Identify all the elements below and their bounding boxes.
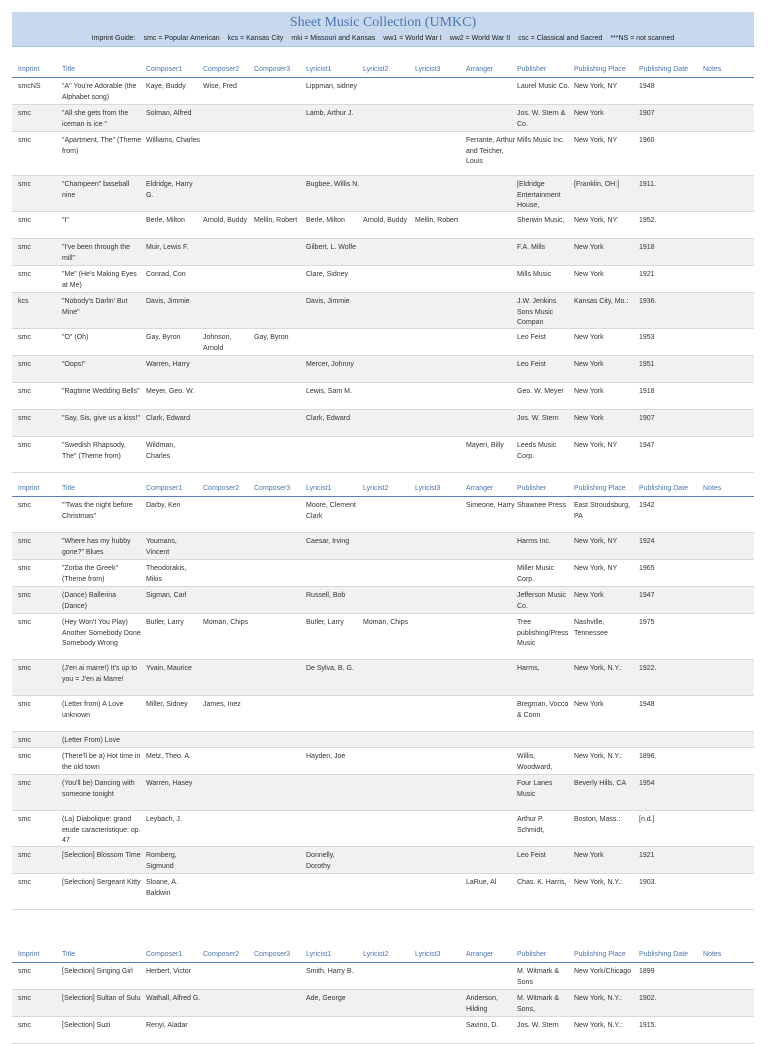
cell-publisher: Leo Feist xyxy=(517,361,546,368)
cell-publishing-place: New York, N.Y.: xyxy=(574,995,623,1002)
cell-imprint: smc xyxy=(18,737,31,744)
column-header-lyricist2: Lyricist2 xyxy=(363,485,389,492)
cell-publishing-date: 1907 xyxy=(639,110,655,117)
table-row xyxy=(12,874,754,910)
table-row xyxy=(12,383,754,410)
cell-publishing-place: Kansas City, Mo.: xyxy=(574,298,629,305)
catalog-section xyxy=(12,482,754,910)
cell-title: "Zorba the Greek" (Theme from) xyxy=(62,565,118,583)
cell-composer1: Herbert, Victor xyxy=(146,968,191,975)
cell-arranger: Savino, D. xyxy=(466,1022,499,1029)
table-row xyxy=(12,660,754,696)
cell-composer1: Conrad, Con xyxy=(146,271,186,278)
cell-imprint: smc xyxy=(18,388,31,395)
cell-composer1: Butler, Larry xyxy=(146,619,184,626)
cell-lyricist1: Clare, Sidney xyxy=(306,271,349,278)
cell-publishing-place: Boston, Mass.: xyxy=(574,816,621,823)
cell-title: [Selection] Sergeant Kitty xyxy=(62,879,141,886)
column-header-composer2: Composer2 xyxy=(203,951,240,958)
cell-imprint: smc xyxy=(18,244,31,251)
cell-title: (Hey Won't You Play) Another Somebody Done Somebody Wrong xyxy=(62,619,141,647)
cell-publishing-date: [n.d.] xyxy=(639,816,655,823)
cell-composer1: Davis, Jimmie xyxy=(146,298,190,305)
cell-publisher: Four Lanes Music xyxy=(517,780,553,798)
cell-lyricist2: Arnold, Buddy xyxy=(363,217,407,224)
table-row xyxy=(12,533,754,560)
cell-publishing-place: New York, NY xyxy=(574,538,618,545)
cell-publishing-place: East Stroudsburg, PA xyxy=(574,502,631,520)
cell-composer1: Gay, Byron xyxy=(146,334,181,341)
column-header-lyricist2: Lyricist2 xyxy=(363,66,389,73)
cell-publisher: Jos. W. Stern & Co. xyxy=(517,110,566,128)
column-header-arranger: Arranger xyxy=(466,66,494,73)
cell-imprint: smc xyxy=(18,217,31,224)
cell-imprint: smc xyxy=(18,181,31,188)
cell-lyricist1: Russell, Bob xyxy=(306,592,346,599)
cell-publisher: F.A. Mills xyxy=(517,244,545,251)
cell-title: [Selection] Blossom Time xyxy=(62,852,141,859)
cell-composer3: Gay, Byron xyxy=(254,334,289,341)
table-row xyxy=(12,587,754,614)
cell-publisher: Willis, Woodward, xyxy=(517,753,553,771)
cell-title: "O" (Oh) xyxy=(62,334,89,341)
cell-lyricist1: Lippman, sidney xyxy=(306,83,357,90)
cell-publishing-date: 1903. xyxy=(639,879,657,886)
cell-imprint: smc xyxy=(18,502,31,509)
cell-lyricist1: Ade, George xyxy=(306,995,346,1002)
cell-lyricist1: Berle, Milton xyxy=(306,217,345,224)
column-header-publishing-date: Publishing Date xyxy=(639,66,689,73)
cell-title: (La) Diabolique: grand etude caracteristique: op. 47 xyxy=(62,816,141,844)
cell-lyricist1: Moore, Clement Clark xyxy=(306,502,356,520)
cell-title: "I've been through the mill" xyxy=(62,244,131,262)
cell-publishing-place: New York xyxy=(574,361,604,368)
cell-publisher: Geo. W. Meyer xyxy=(517,388,564,395)
cell-composer1: Sloane, A. Baldwin xyxy=(146,879,178,897)
cell-publishing-date: 1918 xyxy=(639,388,655,395)
table-row xyxy=(12,847,754,874)
cell-imprint: smc xyxy=(18,271,31,278)
cell-publishing-place: New York xyxy=(574,334,604,341)
cell-publisher: Miller Music Corp. xyxy=(517,565,554,583)
guide-mki: mki = Missouri and Kansas xyxy=(291,35,376,42)
cell-publishing-date: 1936. xyxy=(639,298,657,305)
cell-composer1: Berle, Milton xyxy=(146,217,185,224)
column-header-publishing-place: Publishing Place xyxy=(574,485,626,492)
cell-composer1: Metz, Theo. A. xyxy=(146,753,192,760)
cell-publishing-place: New York, NY xyxy=(574,442,618,449)
cell-publishing-date: 1953 xyxy=(639,334,655,341)
guide-ns: ***NS = not scanned xyxy=(610,35,675,42)
cell-composer1: Meyer, Geo. W. xyxy=(146,388,195,395)
cell-lyricist1: Bugbee, Willis N. xyxy=(306,181,360,188)
cell-publisher: Jefferson Music Co. xyxy=(517,592,566,610)
cell-publishing-place: New York, NY xyxy=(574,83,618,90)
cell-composer2: Wise, Fred xyxy=(203,83,237,90)
cell-composer1: Sigman, Carl xyxy=(146,592,187,599)
column-header-title: Title xyxy=(62,66,75,73)
column-header-title: Title xyxy=(62,485,75,492)
cell-title: "A" You're Adorable (the Alphabet song) xyxy=(62,83,137,101)
column-header-notes: Notes xyxy=(703,951,722,958)
table-row xyxy=(12,732,754,748)
cell-composer2: Moman, Chips xyxy=(203,619,249,626)
table-row xyxy=(12,560,754,587)
column-header-lyricist1: Lyricist1 xyxy=(306,66,332,73)
column-header-row xyxy=(12,948,754,963)
cell-publishing-place: New York xyxy=(574,110,604,117)
cell-lyricist1: Smith, Harry B. xyxy=(306,968,354,975)
table-row xyxy=(12,410,754,437)
cell-publishing-date: 1948 xyxy=(639,83,655,90)
cell-lyricist1: Gilbert, L. Wolfe xyxy=(306,244,357,251)
cell-title: [Selection] Singing Girl xyxy=(62,968,133,975)
cell-publisher: Mills Music Inc. xyxy=(517,137,565,144)
cell-publishing-date: 1952. xyxy=(639,217,657,224)
column-header-composer3: Composer3 xyxy=(254,485,291,492)
cell-imprint: smc xyxy=(18,995,31,1002)
column-header-composer1: Composer1 xyxy=(146,951,183,958)
table-row xyxy=(12,293,754,329)
cell-publishing-date: 1921 xyxy=(639,271,655,278)
cell-title: "Swedish Rhapsody, The" (Theme from) xyxy=(62,442,126,460)
cell-publisher: Mills Music xyxy=(517,271,552,278)
cell-lyricist1: Davis, Jimmie xyxy=(306,298,350,305)
table-row xyxy=(12,78,754,105)
cell-publishing-date: 1921 xyxy=(639,852,655,859)
table-row xyxy=(12,105,754,132)
table-row xyxy=(12,356,754,383)
guide-smc: smc = Popular American xyxy=(143,35,220,42)
cell-publisher: Harms Inc. xyxy=(517,538,551,545)
column-header-publishing-date: Publishing Date xyxy=(639,485,689,492)
column-header-lyricist2: Lyricist2 xyxy=(363,951,389,958)
cell-publishing-place: Beverly Hills, CA xyxy=(574,780,627,787)
table-row xyxy=(12,329,754,356)
column-header-composer3: Composer3 xyxy=(254,951,291,958)
cell-publishing-date: 1899 xyxy=(639,968,655,975)
cell-publishing-date: 1922. xyxy=(639,665,657,672)
cell-lyricist1: Butler, Larry xyxy=(306,619,344,626)
cell-publishing-date: 1896. xyxy=(639,753,657,760)
cell-composer1: Williams, Charles xyxy=(146,137,201,144)
guide-ww1: ww1 = World War I xyxy=(383,35,442,42)
cell-publisher: Harms, xyxy=(517,665,540,672)
cell-composer1: Youmans, Vincent xyxy=(146,538,177,556)
cell-composer1: Wildman, Charles xyxy=(146,442,176,460)
cell-publishing-date: 1954 xyxy=(639,780,655,787)
cell-imprint: smc xyxy=(18,565,31,572)
guide-label: Imprint Guide: xyxy=(91,35,136,42)
column-header-publishing-place: Publishing Place xyxy=(574,66,626,73)
table-row xyxy=(12,614,754,660)
column-header-publisher: Publisher xyxy=(517,66,547,73)
cell-publishing-place: New York xyxy=(574,244,604,251)
column-header-lyricist3: Lyricist3 xyxy=(415,485,441,492)
cell-publishing-place: New York xyxy=(574,852,604,859)
cell-publishing-place: New York xyxy=(574,415,604,422)
cell-publishing-place: New York, NY xyxy=(574,137,618,144)
cell-publishing-date: 1948 xyxy=(639,701,655,708)
cell-imprint: smc xyxy=(18,619,31,626)
column-header-publishing-date: Publishing Date xyxy=(639,951,689,958)
cell-publishing-date: 1911. xyxy=(639,181,656,188)
cell-lyricist2: Moman, Chips xyxy=(363,619,409,626)
cell-composer1: Yvain, Maurice xyxy=(146,665,192,672)
cell-composer1: Muir, Lewis F. xyxy=(146,244,189,251)
cell-lyricist1: Caesar, Irving xyxy=(306,538,350,545)
cell-publisher: Jos. W. Stern xyxy=(517,1022,559,1029)
cell-imprint: smcNS xyxy=(18,83,41,90)
cell-publisher: Laurel Music Co. xyxy=(517,83,570,90)
cell-imprint: smc xyxy=(18,753,31,760)
cell-publishing-date: 1902. xyxy=(639,995,657,1002)
cell-imprint: smc xyxy=(18,442,31,449)
cell-publishing-date: 1918 xyxy=(639,244,655,251)
cell-publishing-place: Nashville, Tennessee xyxy=(574,619,608,637)
cell-title: "I" xyxy=(62,217,69,224)
cell-imprint: kcs xyxy=(18,298,29,305)
cell-composer1: Leybach, J. xyxy=(146,816,182,823)
title-banner xyxy=(12,12,754,47)
cell-title: "Apartment, The" (Theme from) xyxy=(62,137,142,155)
table-row xyxy=(12,696,754,732)
cell-title: (There'll be a) Hot time in the old town xyxy=(62,753,141,771)
cell-composer1: Warren, Hasey xyxy=(146,780,193,787)
cell-publishing-date: 1951 xyxy=(639,361,655,368)
cell-imprint: smc xyxy=(18,592,31,599)
table-row xyxy=(12,212,754,239)
column-header-imprint: Imprint xyxy=(18,951,40,958)
cell-title: "'Twas the night before Christmas" xyxy=(62,502,133,520)
cell-publisher: J.W. Jenkins Sons Music Compan xyxy=(517,298,557,326)
cell-publishing-place: New York, N.Y.: xyxy=(574,753,623,760)
cell-publishing-place: New York, N.Y.: xyxy=(574,879,623,886)
cell-composer1: Eldridge, Harry G. xyxy=(146,181,193,199)
table-row xyxy=(12,239,754,266)
cell-publishing-place: New York, NY xyxy=(574,565,618,572)
cell-publishing-date: 1924 xyxy=(639,538,655,545)
guide-kcs: kcs = Kansas City xyxy=(227,35,284,42)
catalog-section xyxy=(12,63,754,473)
catalog-section xyxy=(12,948,754,1044)
imprint-guide xyxy=(12,35,754,42)
cell-imprint: smc xyxy=(18,701,31,708)
cell-lyricist3: Mellin, Robert xyxy=(415,217,459,224)
table-row xyxy=(12,990,754,1017)
column-header-lyricist3: Lyricist3 xyxy=(415,951,441,958)
table-row xyxy=(12,1017,754,1044)
cell-publisher: M. Witmark & Sons xyxy=(517,968,559,986)
cell-publishing-date: 1915. xyxy=(639,1022,657,1029)
table-row xyxy=(12,437,754,473)
cell-imprint: smc xyxy=(18,1022,31,1029)
column-header-notes: Notes xyxy=(703,485,722,492)
cell-publisher: Jos. W. Stern xyxy=(517,415,559,422)
column-header-imprint: Imprint xyxy=(18,485,40,492)
column-header-notes: Notes xyxy=(703,66,722,73)
cell-title: [Selection] Suzi xyxy=(62,1022,111,1029)
cell-composer1: Warren, Harry xyxy=(146,361,190,368)
cell-imprint: smc xyxy=(18,968,31,975)
column-header-title: Title xyxy=(62,951,75,958)
cell-publishing-date: 1947 xyxy=(639,442,655,449)
cell-composer1: Clark, Edward xyxy=(146,415,190,422)
cell-lyricist1: Lewis, Sam M. xyxy=(306,388,352,395)
table-row xyxy=(12,775,754,811)
column-header-composer2: Composer2 xyxy=(203,485,240,492)
column-header-imprint: Imprint xyxy=(18,66,40,73)
cell-arranger: Ferrante, Arthur and Teicher, Louis xyxy=(466,137,516,165)
cell-imprint: smc xyxy=(18,852,31,859)
cell-title: "Oops!" xyxy=(62,361,86,368)
cell-publisher: [Eldridge Entertainment House, xyxy=(517,181,561,209)
cell-composer3: Mellin, Robert xyxy=(254,217,298,224)
column-header-publisher: Publisher xyxy=(517,951,547,958)
cell-title: (J'en ai marre!) It's up to you = J'en ai Marre! xyxy=(62,665,138,683)
cell-lyricist1: De Sylva, B. G. xyxy=(306,665,354,672)
cell-arranger: LaRue, Al xyxy=(466,879,497,886)
cell-publishing-date: 1960 xyxy=(639,137,655,144)
cell-publishing-place: New York xyxy=(574,592,604,599)
cell-arranger: Simeone, Harry xyxy=(466,502,515,509)
table-row xyxy=(12,963,754,990)
column-header-composer1: Composer1 xyxy=(146,66,183,73)
cell-lyricist1: Lamb, Arthur J. xyxy=(306,110,354,117)
cell-title: "Champeen" baseball nine xyxy=(62,181,130,199)
cell-lyricist1: Hayden, Joe xyxy=(306,753,346,760)
cell-lyricist1: Donnelly, Dorothy xyxy=(306,852,335,870)
table-row xyxy=(12,748,754,775)
cell-publishing-date: 1907 xyxy=(639,415,655,422)
column-header-publisher: Publisher xyxy=(517,485,547,492)
cell-title: "Ragtime Wedding Bells" xyxy=(62,388,140,395)
cell-composer2: Arnold, Buddy xyxy=(203,217,247,224)
cell-arranger: Mayeri, Billy xyxy=(466,442,504,449)
cell-composer1: Solman, Alfred xyxy=(146,110,192,117)
cell-title: (You'll be) Dancing with someone tonight xyxy=(62,780,135,798)
cell-publishing-place: New York/Chicago xyxy=(574,968,632,975)
cell-publisher: Tree publishing/Press Music xyxy=(517,619,569,647)
cell-publishing-place: New York xyxy=(574,388,604,395)
cell-composer1: Darby, Ken xyxy=(146,502,181,509)
cell-title: (Letter From) Love xyxy=(62,737,120,744)
column-header-lyricist1: Lyricist1 xyxy=(306,485,332,492)
column-header-row xyxy=(12,63,754,78)
cell-composer1: Theodorakis, Mikis xyxy=(146,565,187,583)
cell-title: "Nobody's Darlin' But Mine" xyxy=(62,298,128,316)
cell-imprint: smc xyxy=(18,780,31,787)
cell-title: (Letter from) A Love unknown xyxy=(62,701,124,719)
cell-imprint: smc xyxy=(18,334,31,341)
cell-composer1: Romberg, Sigmund xyxy=(146,852,177,870)
table-row xyxy=(12,811,754,847)
cell-publishing-place: New York, NY: xyxy=(574,217,619,224)
cell-publisher: Shawnee Press xyxy=(517,502,567,509)
cell-imprint: smc xyxy=(18,110,31,117)
table-row xyxy=(12,176,754,212)
column-header-arranger: Arranger xyxy=(466,951,494,958)
cell-imprint: smc xyxy=(18,879,31,886)
cell-publishing-date: 1965 xyxy=(639,565,655,572)
column-header-row xyxy=(12,482,754,497)
cell-composer1: Wathall, Alfred G. xyxy=(146,995,201,1002)
cell-title: (Dance) Ballerina (Dance) xyxy=(62,592,117,610)
cell-lyricist1: Mercer, Johnny xyxy=(306,361,354,368)
document-title: Sheet Music Collection (UMKC) xyxy=(289,15,477,30)
cell-lyricist1: Clark, Edward xyxy=(306,415,350,422)
guide-ww2: ww2 = World War II xyxy=(449,35,511,42)
cell-title: "Me" (He's Making Eyes at Me) xyxy=(62,271,137,289)
column-header-lyricist3: Lyricist3 xyxy=(415,66,441,73)
cell-composer1: Miller, Sidney xyxy=(146,701,188,708)
cell-publisher: Leo Feist xyxy=(517,334,546,341)
column-header-lyricist1: Lyricist1 xyxy=(306,951,332,958)
cell-publishing-place: New York, N.Y.: xyxy=(574,1022,623,1029)
cell-publishing-place: [Franklin, OH:] xyxy=(574,181,620,188)
column-header-composer1: Composer1 xyxy=(146,485,183,492)
column-header-composer2: Composer2 xyxy=(203,66,240,73)
cell-composer2: James, Inez xyxy=(203,701,241,708)
cell-imprint: smc xyxy=(18,415,31,422)
column-header-publishing-place: Publishing Place xyxy=(574,951,626,958)
cell-imprint: smc xyxy=(18,538,31,545)
cell-imprint: smc xyxy=(18,816,31,823)
cell-publisher: Chas. K. Harris, xyxy=(517,879,567,886)
cell-publisher: Leo Feist xyxy=(517,852,546,859)
column-header-arranger: Arranger xyxy=(466,485,494,492)
cell-composer2: Johnson, Arnold xyxy=(203,334,232,352)
cell-imprint: smc xyxy=(18,361,31,368)
cell-publisher: M. Witmark & Sons, xyxy=(517,995,559,1013)
cell-publisher: Leeds Music Corp. xyxy=(517,442,557,460)
cell-publishing-place: New York xyxy=(574,271,604,278)
table-row xyxy=(12,266,754,293)
cell-publisher: Bregman, Vocco & Conn xyxy=(517,701,569,719)
cell-imprint: smc xyxy=(18,665,31,672)
cell-publishing-place: New York xyxy=(574,701,604,708)
cell-composer1: Kaye, Buddy xyxy=(146,83,186,90)
cell-publishing-date: 1942 xyxy=(639,502,655,509)
cell-title: "All she gets from the iceman is ice " xyxy=(62,110,129,128)
guide-csc: csc = Classical and Sacred xyxy=(518,35,603,42)
cell-composer1: Renyi, Aladar xyxy=(146,1022,188,1029)
cell-title: "Where has my hubby gone?" Blues xyxy=(62,538,131,556)
cell-arranger: Anderson, Hilding xyxy=(466,995,498,1013)
column-header-composer3: Composer3 xyxy=(254,66,291,73)
cell-publisher: Sherwin Music, xyxy=(517,217,565,224)
cell-publisher: Arthur P. Schmidt, xyxy=(517,816,545,834)
table-row xyxy=(12,132,754,176)
cell-publishing-date: 1975 xyxy=(639,619,655,626)
cell-publishing-place: New York, N.Y.: xyxy=(574,665,623,672)
cell-imprint: smc xyxy=(18,137,31,144)
cell-publishing-date: 1947 xyxy=(639,592,655,599)
cell-title: [Selection] Sultan of Sulu xyxy=(62,995,141,1002)
table-row xyxy=(12,497,754,533)
cell-title: "Say, Sis, give us a kiss!" xyxy=(62,415,140,422)
